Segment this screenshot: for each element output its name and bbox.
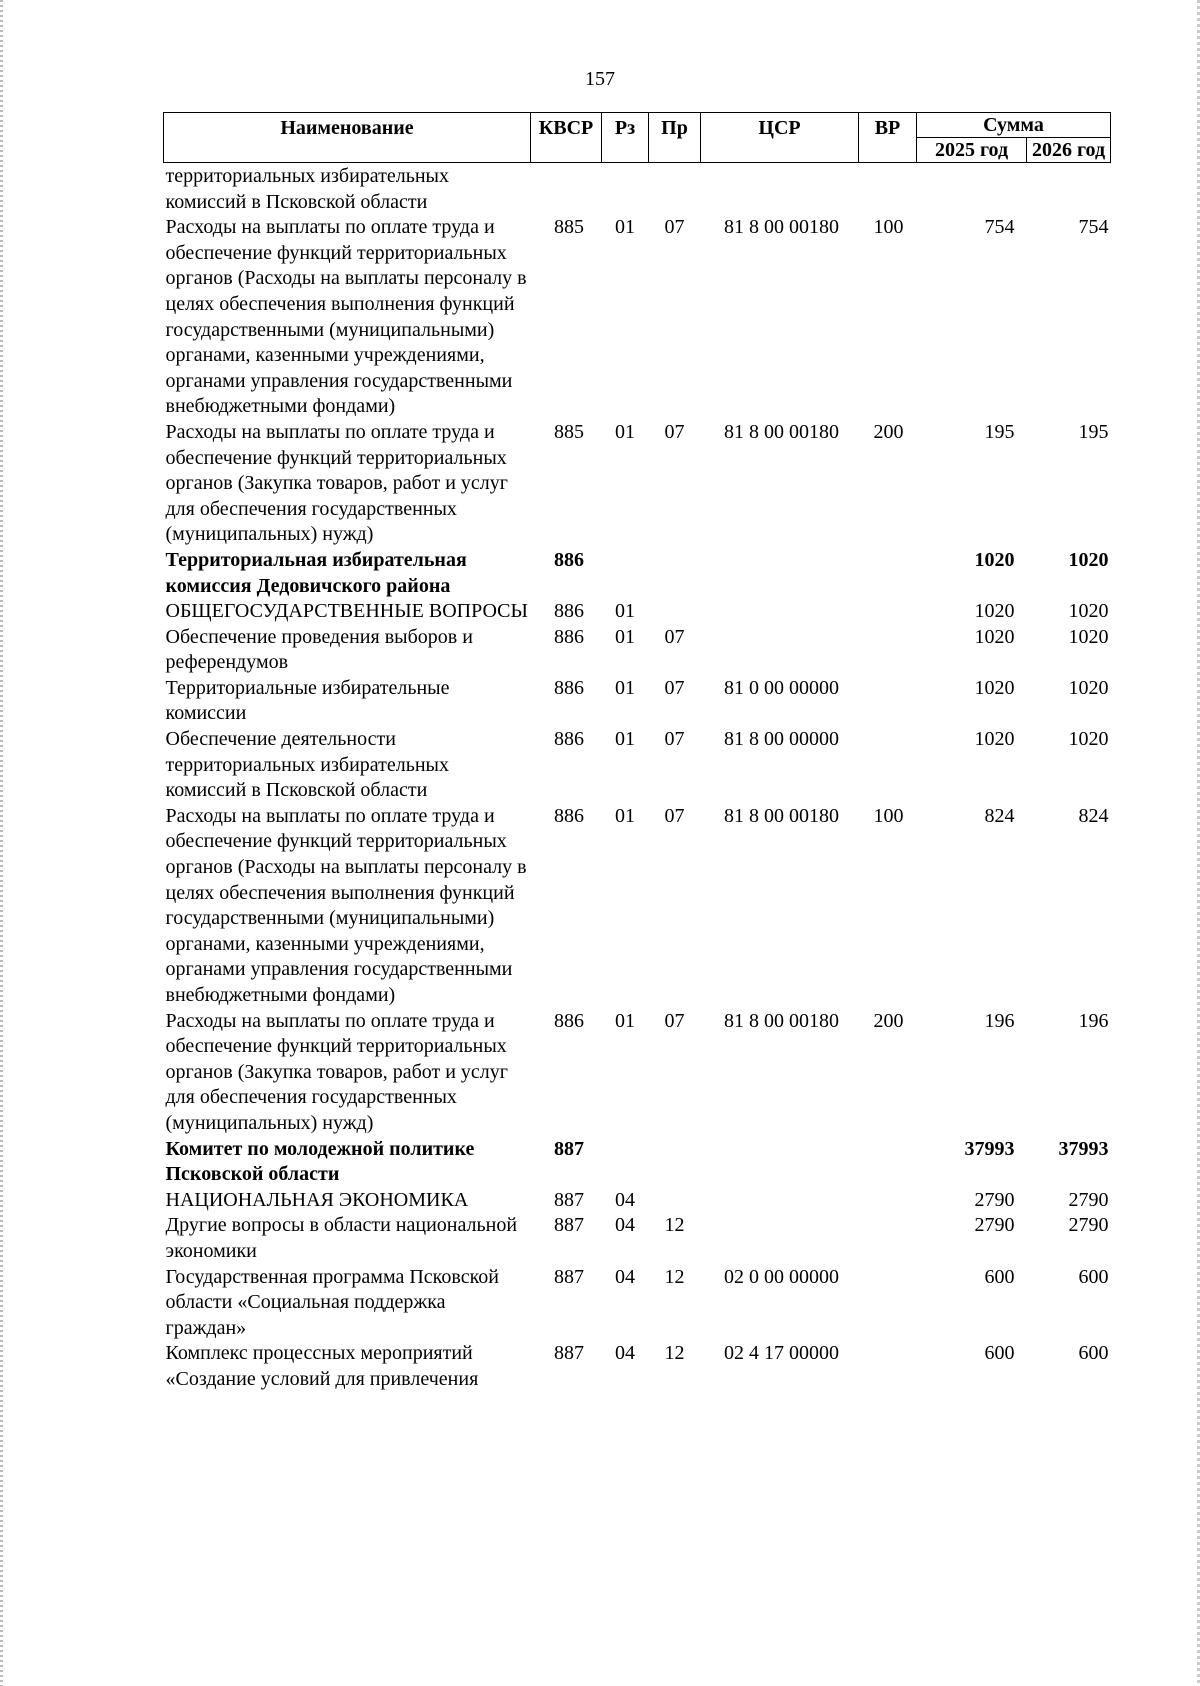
row-csr: 02 0 00 00000 bbox=[724, 1265, 839, 1288]
row-sum-2025: 195 bbox=[984, 420, 1015, 443]
row-pr: 07 bbox=[664, 1009, 685, 1032]
row-name: НАЦИОНАЛЬНАЯ ЭКОНОМИКА bbox=[165, 1188, 469, 1211]
row-name: Расходы на выплаты по оплате труда и обеспечение функций территориальных органов (Закупка товаров, работ и услуг для обеспечения государственных (муниципальных) нужд) bbox=[165, 1009, 508, 1134]
row-kvsr: 886 bbox=[554, 1009, 584, 1032]
table-row bbox=[164, 804, 1111, 1009]
row-sum-2026: 754 bbox=[1078, 216, 1109, 239]
row-kvsr bbox=[531, 163, 602, 216]
row-pr bbox=[649, 1137, 701, 1188]
row-kvsr: 885 bbox=[554, 216, 584, 239]
row-csr bbox=[701, 1213, 859, 1264]
row-vr: 200 bbox=[873, 1009, 904, 1032]
row-kvsr: 886 bbox=[554, 600, 584, 623]
row-rz bbox=[602, 548, 649, 599]
row-name: Комитет по молодежной политике Псковской области bbox=[165, 1137, 475, 1186]
row-rz: 01 bbox=[615, 804, 635, 827]
row-name: ОБЩЕГОСУДАРСТВЕННЫЕ ВОПРОСЫ bbox=[165, 600, 528, 623]
row-sum-2025: 196 bbox=[984, 1009, 1015, 1032]
row-vr: 100 bbox=[873, 804, 904, 827]
header-year-2026: 2026 год bbox=[1027, 138, 1111, 163]
row-kvsr: 886 bbox=[554, 804, 584, 827]
row-name: Расходы на выплаты по оплате труда и обеспечение функций территориальных органов (Расходы на выплаты персоналу в целях обеспечения выполнения функций государственными (муниципальными) органами, казенными учреждениями, органами управления государственными внебюджетными фондами) bbox=[165, 804, 527, 1006]
row-vr bbox=[859, 625, 917, 676]
scan-edge-left bbox=[0, 0, 3, 1686]
header-vr: ВР bbox=[859, 113, 917, 163]
row-sum-2025: 754 bbox=[984, 216, 1015, 239]
budget-table bbox=[163, 112, 1111, 1393]
row-pr: 12 bbox=[664, 1342, 685, 1365]
row-kvsr: 885 bbox=[554, 420, 584, 443]
row-vr bbox=[859, 1188, 917, 1214]
row-sum-2026 bbox=[1027, 163, 1111, 216]
row-name: территориальных избирательных комиссий в Псковской области bbox=[165, 165, 449, 213]
row-pr: 12 bbox=[664, 1214, 685, 1237]
row-csr bbox=[701, 163, 859, 216]
row-sum-2026: 1020 bbox=[1068, 676, 1109, 699]
row-sum-2026: 1020 bbox=[1068, 600, 1109, 623]
row-kvsr: 886 bbox=[554, 625, 584, 648]
row-rz: 04 bbox=[615, 1188, 635, 1211]
row-sum-2025: 1020 bbox=[974, 728, 1015, 751]
row-vr: 200 bbox=[873, 420, 904, 443]
row-rz: 01 bbox=[615, 625, 635, 648]
table-row bbox=[164, 1213, 1111, 1264]
row-csr: 81 8 00 00000 bbox=[724, 728, 839, 751]
row-rz bbox=[602, 163, 649, 216]
row-name: Территориальная избирательная комиссия Дедовичского района bbox=[165, 548, 467, 597]
table-row bbox=[164, 215, 1111, 420]
row-rz: 04 bbox=[615, 1265, 635, 1288]
row-vr bbox=[859, 1137, 917, 1188]
row-kvsr: 887 bbox=[554, 1137, 584, 1160]
row-pr bbox=[649, 1188, 701, 1214]
row-pr bbox=[649, 599, 701, 625]
header-csr: ЦСР bbox=[701, 113, 859, 163]
row-pr: 07 bbox=[664, 625, 685, 648]
row-sum-2026: 1020 bbox=[1068, 548, 1109, 571]
row-name: Обеспечение деятельности территориальных избирательных комиссий в Псковской области bbox=[165, 728, 449, 802]
row-sum-2026: 37993 bbox=[1058, 1137, 1109, 1160]
header-name: Наименование bbox=[164, 113, 531, 163]
row-kvsr: 886 bbox=[554, 728, 584, 751]
row-sum-2025: 2790 bbox=[974, 1188, 1015, 1211]
row-csr bbox=[701, 1188, 859, 1214]
row-sum-2026: 1020 bbox=[1068, 625, 1109, 648]
header-kvsr: КВСР bbox=[531, 113, 602, 163]
row-rz: 04 bbox=[615, 1214, 635, 1237]
row-vr bbox=[859, 548, 917, 599]
row-pr bbox=[649, 163, 701, 216]
row-sum-2026: 195 bbox=[1078, 420, 1109, 443]
row-rz: 01 bbox=[615, 216, 635, 239]
row-kvsr: 887 bbox=[554, 1214, 584, 1237]
row-rz: 01 bbox=[615, 728, 635, 751]
table-row bbox=[164, 1265, 1111, 1342]
row-sum-2026: 196 bbox=[1078, 1009, 1109, 1032]
row-vr bbox=[859, 1265, 917, 1342]
row-vr bbox=[859, 599, 917, 625]
row-kvsr: 887 bbox=[554, 1265, 584, 1288]
table-row bbox=[164, 548, 1111, 599]
row-rz: 01 bbox=[615, 1009, 635, 1032]
table-row bbox=[164, 1341, 1111, 1392]
row-vr bbox=[859, 1213, 917, 1264]
row-pr: 07 bbox=[664, 728, 685, 751]
page-number: 157 bbox=[585, 68, 615, 90]
table-row bbox=[164, 1137, 1111, 1188]
row-csr bbox=[701, 625, 859, 676]
row-csr: 81 8 00 00180 bbox=[724, 1009, 839, 1032]
row-vr bbox=[859, 163, 917, 216]
row-kvsr: 886 bbox=[554, 548, 584, 571]
table-row bbox=[164, 727, 1111, 804]
row-sum-2026: 824 bbox=[1078, 804, 1109, 827]
row-rz bbox=[602, 1137, 649, 1188]
table-row bbox=[164, 625, 1111, 676]
row-kvsr: 886 bbox=[554, 676, 584, 699]
row-sum-2025 bbox=[917, 163, 1027, 216]
row-name: Расходы на выплаты по оплате труда и обеспечение функций территориальных органов (Расходы на выплаты персоналу в целях обеспечения выполнения функций государственными (муниципальными) органами, казенными учреждениями, органами управления государственными внебюджетными фондами) bbox=[165, 216, 527, 418]
header-pr: Пр bbox=[649, 113, 701, 163]
table-row bbox=[164, 420, 1111, 548]
row-name: Другие вопросы в области национальной экономики bbox=[165, 1214, 518, 1262]
table-body bbox=[164, 163, 1111, 1393]
row-rz: 01 bbox=[615, 420, 635, 443]
row-name: Территориальные избирательные комиссии bbox=[165, 676, 450, 725]
row-sum-2025: 1020 bbox=[974, 548, 1015, 571]
table-row bbox=[164, 1188, 1111, 1214]
row-vr bbox=[859, 676, 917, 727]
row-sum-2026: 600 bbox=[1078, 1342, 1109, 1365]
row-pr: 07 bbox=[664, 216, 685, 239]
row-sum-2026: 1020 bbox=[1068, 728, 1109, 751]
row-sum-2026: 600 bbox=[1078, 1265, 1109, 1288]
row-vr bbox=[859, 727, 917, 804]
row-csr bbox=[701, 548, 859, 599]
row-name: Расходы на выплаты по оплате труда и обеспечение функций территориальных органов (Закупка товаров, работ и услуг для обеспечения государственных (муниципальных) нужд) bbox=[165, 420, 508, 546]
row-sum-2025: 600 bbox=[984, 1342, 1015, 1365]
table-row bbox=[164, 676, 1111, 727]
row-pr: 07 bbox=[664, 804, 685, 827]
row-sum-2025: 824 bbox=[984, 804, 1015, 827]
table-row bbox=[164, 599, 1111, 625]
row-csr: 81 0 00 00000 bbox=[724, 676, 839, 699]
row-sum-2025: 600 bbox=[984, 1265, 1015, 1288]
row-pr bbox=[649, 548, 701, 599]
row-sum-2025: 1020 bbox=[974, 600, 1015, 623]
row-pr: 07 bbox=[664, 676, 685, 699]
row-rz: 01 bbox=[615, 600, 635, 623]
row-csr bbox=[701, 1137, 859, 1188]
row-csr: 81 8 00 00180 bbox=[724, 804, 839, 827]
row-csr: 81 8 00 00180 bbox=[724, 216, 839, 239]
row-name: Государственная программа Псковской области «Социальная поддержка граждан» bbox=[165, 1265, 499, 1339]
row-pr: 12 bbox=[664, 1265, 685, 1288]
row-sum-2026: 2790 bbox=[1068, 1188, 1109, 1211]
row-rz: 01 bbox=[615, 676, 635, 699]
row-pr: 07 bbox=[664, 420, 685, 443]
header-rz: Рз bbox=[602, 113, 649, 163]
row-sum-2025: 1020 bbox=[974, 676, 1015, 699]
row-name: Обеспечение проведения выборов и референдумов bbox=[165, 625, 473, 674]
table-header bbox=[164, 113, 1111, 163]
row-sum-2025: 1020 bbox=[974, 625, 1015, 648]
row-vr bbox=[859, 1341, 917, 1392]
row-csr: 81 8 00 00180 bbox=[724, 420, 839, 443]
row-rz: 04 bbox=[615, 1342, 635, 1365]
header-year-2025: 2025 год bbox=[917, 138, 1027, 163]
row-sum-2026: 2790 bbox=[1068, 1214, 1109, 1237]
header-sum: Сумма bbox=[917, 113, 1111, 138]
row-name: Комплекс процессных мероприятий «Создание условий для привлечения bbox=[165, 1342, 479, 1390]
row-csr: 02 4 17 00000 bbox=[724, 1342, 839, 1365]
row-csr bbox=[701, 599, 859, 625]
table-row bbox=[164, 1009, 1111, 1137]
row-sum-2025: 37993 bbox=[964, 1137, 1015, 1160]
row-kvsr: 887 bbox=[554, 1188, 584, 1211]
row-sum-2025: 2790 bbox=[974, 1214, 1015, 1237]
table-row bbox=[164, 163, 1111, 216]
row-kvsr: 887 bbox=[554, 1342, 584, 1365]
row-vr: 100 bbox=[873, 216, 904, 239]
